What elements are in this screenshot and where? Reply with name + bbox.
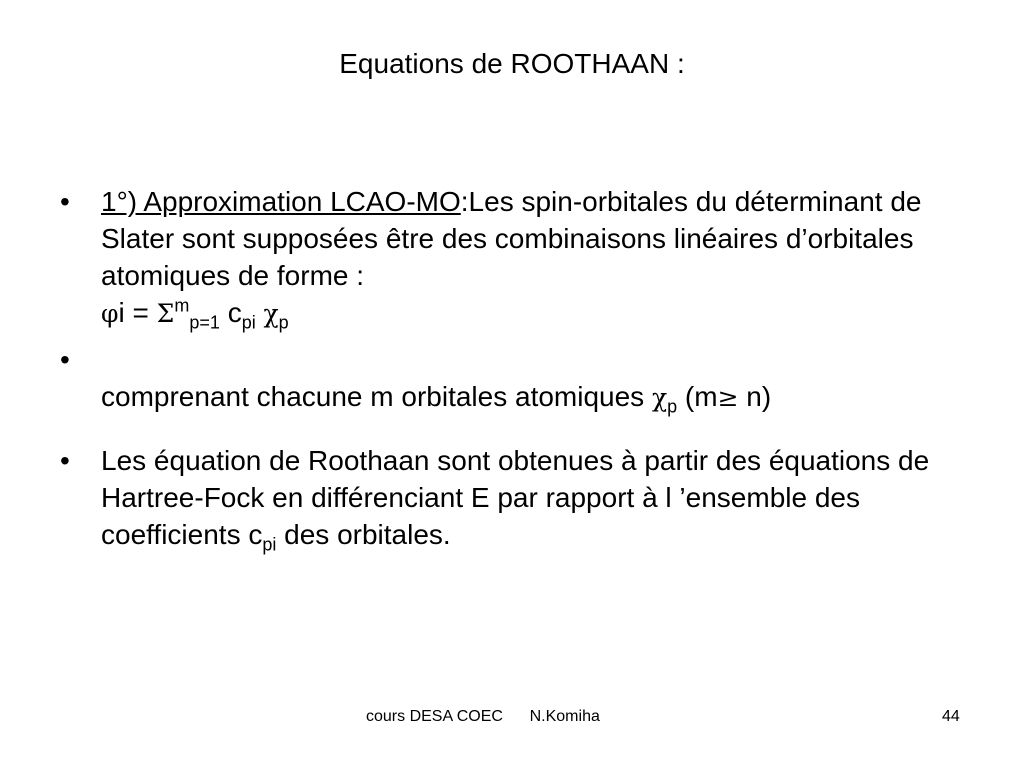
bullet-item-lcao <box>56 183 986 332</box>
page-number: 44 <box>942 708 960 725</box>
bullet-item-orbitals <box>56 341 986 416</box>
lcao-formula <box>101 295 289 333</box>
coefficient-subscript: pi <box>241 312 256 333</box>
chi-subscript: p <box>278 312 289 333</box>
sum-lower-limit: p=1 <box>189 312 220 333</box>
coefficient-c: c <box>227 297 242 328</box>
formula-index-i: i <box>118 297 125 328</box>
sigma-symbol: Σ <box>156 299 175 328</box>
condition-close: n) <box>738 381 772 412</box>
greater-equal-symbol: ≥ <box>717 383 739 412</box>
bullet-item-roothaan <box>56 442 986 553</box>
condition-open: (m <box>684 381 718 412</box>
chi-subscript: p <box>667 396 678 417</box>
bullet-text: comprenant chacune m orbitales atomiques <box>101 381 645 412</box>
bullet-text-tail: des orbitales. <box>276 519 451 550</box>
chi-symbol: χ <box>651 383 668 412</box>
footer-course-author <box>366 708 600 726</box>
bullet-heading: 1°) Approximation LCAO-MO <box>101 186 461 217</box>
chi-symbol: χ <box>263 299 279 328</box>
coefficient-subscript: pi <box>262 534 277 555</box>
slide-title: Equations de ROOTHAAN : <box>339 48 685 79</box>
bullet-list <box>56 183 986 553</box>
bullet-marker: • <box>60 344 70 375</box>
bullet-marker: • <box>60 186 70 217</box>
bullet-marker: • <box>60 445 70 476</box>
bullet-text: :Les spin-orbitales du déterminant de Slater sont supposées être des combinaisons linéaires d’orbitales atomiques de forme : <box>101 186 922 291</box>
bullet-text: Les équation de Roothaan sont obtenues à partir des équations de Hartree-Fock en différenciant E par rapport à l ’ensemble des coefficients c <box>101 445 930 550</box>
sum-upper-limit: m <box>174 295 190 316</box>
formula-equals: = <box>132 297 149 328</box>
footer-course: cours DESA COEC <box>366 708 503 725</box>
phi-symbol: φ <box>101 299 119 328</box>
footer-author: N.Komiha <box>529 708 600 725</box>
